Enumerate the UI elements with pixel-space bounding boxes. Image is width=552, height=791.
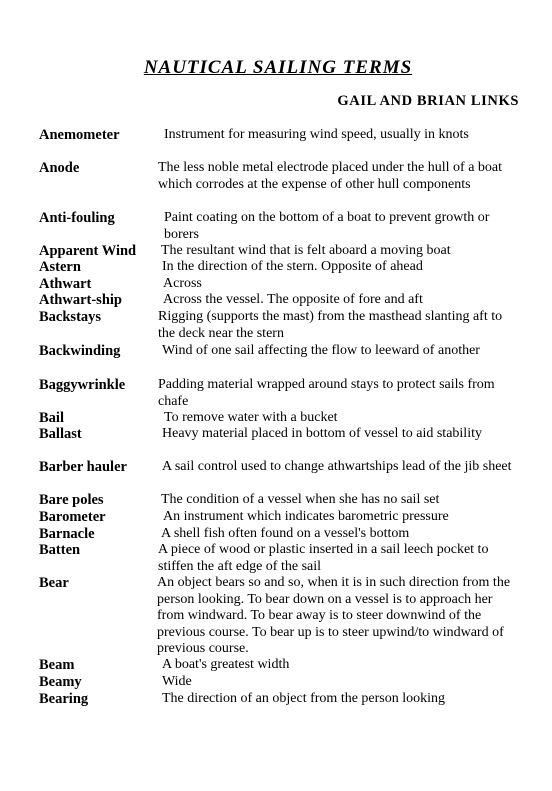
glossary-definition: Paint coating on the bottom of a boat to prevent growth or borers [164, 210, 490, 242]
glossary-definition: A boat's greatest width [162, 657, 290, 672]
glossary-term: Barber hauler [39, 459, 127, 475]
glossary-definition: The condition of a vessel when she has no sail set [161, 492, 440, 507]
glossary-definition: An instrument which indicates barometric pressure [163, 509, 449, 524]
glossary-definition: Wide [162, 674, 192, 689]
glossary-term: Beam [39, 657, 75, 673]
glossary-definition: Padding material wrapped around stays to protect sails from chafe [158, 377, 495, 409]
glossary-term: Batten [39, 542, 81, 558]
glossary-definition: Across [163, 276, 202, 291]
glossary-term: Astern [39, 259, 81, 275]
glossary-definition: Instrument for measuring wind speed, usually in knots [164, 127, 469, 142]
glossary-definition: The resultant wind that is felt aboard a moving boat [161, 243, 451, 258]
glossary-term: Apparent Wind [39, 243, 137, 259]
glossary-definition: The direction of an object from the person looking [162, 691, 446, 706]
glossary-definition: Heavy material placed in bottom of vessel to aid stability [162, 426, 482, 441]
glossary-term: Ballast [39, 426, 82, 442]
glossary-definition: A piece of wood or plastic inserted in a sail leech pocket to stiffen the aft edge of the sail [158, 542, 489, 574]
glossary-term: Backwinding [39, 343, 121, 359]
glossary-term: Beamy [39, 674, 82, 690]
glossary-term: Anemometer [39, 127, 120, 143]
glossary-definition: In the direction of the stern. Opposite of ahead [162, 259, 423, 274]
glossary-term: Barometer [39, 509, 106, 525]
glossary-term: Backstays [39, 309, 102, 325]
glossary-term: Anode [39, 160, 80, 176]
glossary-definition: Across the vessel. The opposite of fore and aft [163, 292, 423, 307]
glossary-term: Bearing [39, 691, 89, 707]
glossary-definition: The less noble metal electrode placed under the hull of a boat which corrodes at the expense of other hull components [158, 160, 503, 192]
glossary-term: Bail [39, 410, 64, 426]
glossary-definition: Rigging (supports the mast) from the masthead slanting aft to the deck near the stern [158, 309, 503, 341]
glossary-definition: Wind of one sail affecting the flow to leeward of another [162, 343, 480, 358]
glossary-definition: An object bears so and so, when it is in such direction from the person looking. To bear down on a vessel is to approach her from windward. To bear away is to steer downwind of the previous course. To bear up is to steer upwind/to windward of previous course. [157, 575, 511, 656]
glossary-term: Bare poles [39, 492, 104, 508]
glossary-term: Barnacle [39, 526, 95, 542]
glossary-definition: A shell fish often found on a vessel's bottom [161, 526, 410, 541]
document-title: NAUTICAL SAILING TERMS [143, 57, 413, 78]
glossary-term: Athwart [39, 276, 92, 292]
glossary-definition: A sail control used to change athwartships lead of the jib sheet [162, 459, 512, 474]
glossary-term: Bear [39, 575, 69, 591]
glossary-term: Athwart-ship [39, 292, 122, 308]
glossary-definition: To remove water with a bucket [164, 410, 338, 425]
glossary-term: Anti-fouling [39, 210, 115, 226]
glossary-term: Baggywrinkle [39, 377, 126, 393]
document-authors: GAIL AND BRIAN LINKS [337, 93, 519, 109]
